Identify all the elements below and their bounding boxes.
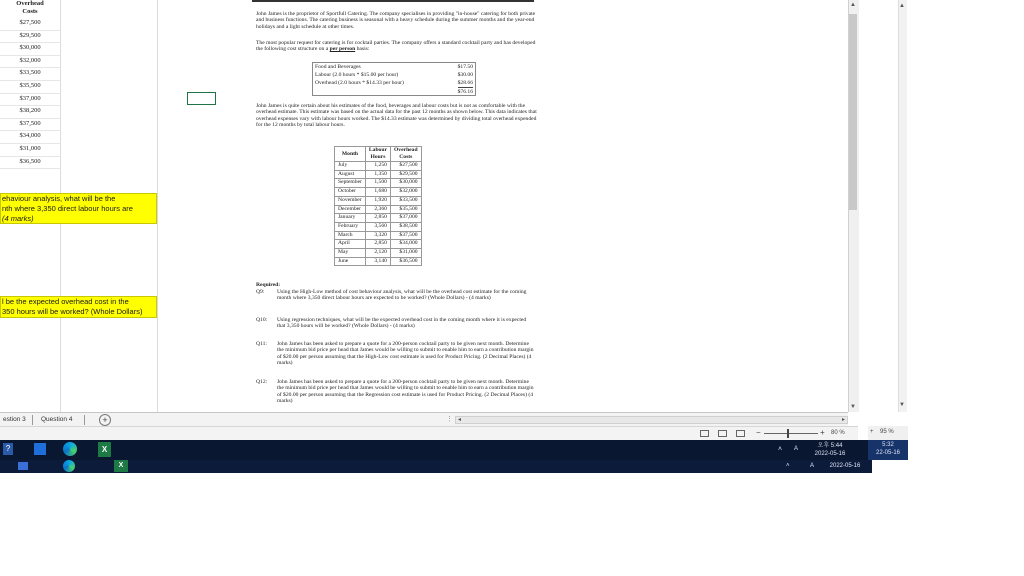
table-cell-month: December bbox=[335, 205, 366, 214]
cost-structure-box bbox=[312, 62, 476, 96]
question-text: nth where 3,350 direct labour hours are bbox=[2, 204, 133, 213]
cost-total: $76.16 bbox=[457, 89, 473, 95]
question-number: Q11: bbox=[256, 341, 267, 347]
basis-text: basis: bbox=[356, 46, 370, 53]
cost-items bbox=[313, 63, 475, 87]
table-cell-month: January bbox=[335, 214, 366, 223]
page-break-icon[interactable] bbox=[736, 430, 745, 437]
monthly-data-table bbox=[334, 146, 422, 266]
cost-total-row bbox=[313, 87, 475, 95]
clock-date-secondary: 22-05-16 bbox=[875, 450, 901, 456]
scroll-down-icon[interactable]: ▼ bbox=[899, 402, 905, 408]
table-cell-hours: 1,350 bbox=[365, 170, 390, 179]
question9-cell[interactable] bbox=[0, 193, 157, 224]
table-cell-month: July bbox=[335, 162, 366, 171]
question-text: John James has been asked to prepare a quote for a 200-person cocktail party to be given next month. Determine the minimum bid price per head that James would be willing to submit to enable him to earn a contribution margin of $20.00 per person assuming that the Regression cost estimate is used for Product Pricing. (2 Decimal Places) (4 marks) bbox=[277, 379, 534, 405]
zoom-level-secondary: 95 % bbox=[880, 429, 894, 435]
scroll-down-icon[interactable]: ▼ bbox=[850, 404, 856, 410]
question-text: ehaviour analysis, what will be the bbox=[2, 194, 116, 203]
table-cell-month: September bbox=[335, 179, 366, 188]
excel-icon[interactable]: X bbox=[98, 442, 111, 457]
secondary-status-strip bbox=[868, 426, 908, 440]
table-row bbox=[335, 196, 422, 205]
table-cell-cost: $37,500 bbox=[390, 231, 421, 240]
question-text: Using the High-Low method of cost behaviour analysis, what will be the overhead cost estimate for the coming month where 3,350 direct labour hours are expected to be worked? (Whole Dollars) - (4 marks) bbox=[277, 289, 527, 302]
question-text: 350 hours will be worked? (Whole Dollars) bbox=[2, 306, 143, 316]
question-number: Q12: bbox=[256, 379, 268, 385]
table-cell-cost: $35,500 bbox=[390, 205, 421, 214]
tab-splitter-icon[interactable]: ⋮ bbox=[446, 416, 453, 423]
media-player-icon[interactable] bbox=[34, 443, 46, 455]
horizontal-scrollbar[interactable] bbox=[455, 416, 848, 424]
table-row bbox=[335, 231, 422, 240]
table-cell-cost: $29,500 bbox=[390, 170, 421, 179]
table-row bbox=[335, 170, 422, 179]
taskbar bbox=[0, 440, 872, 460]
table-body bbox=[335, 162, 422, 266]
table-row bbox=[335, 249, 422, 258]
table-cell-month: May bbox=[335, 249, 366, 258]
table-header-row bbox=[335, 147, 422, 162]
table-cell-hours: 2,120 bbox=[365, 249, 390, 258]
table-cell-month: August bbox=[335, 170, 366, 179]
cost-item-value: $30.00 bbox=[457, 72, 473, 78]
question10-cell[interactable] bbox=[0, 296, 157, 318]
labour-hours-header bbox=[365, 147, 390, 162]
table-cell-cost: $38,500 bbox=[390, 222, 421, 231]
popular-request-text: The most popular request for catering is for cocktail parties. The company offers a standard cocktail party and has developed the following cost structure on a bbox=[256, 40, 536, 53]
clock-time[interactable]: 오후 5:44 bbox=[817, 443, 843, 449]
table-cell-month: February bbox=[335, 222, 366, 231]
table-cell-hours: 3,560 bbox=[365, 222, 390, 231]
page-layout-icon[interactable] bbox=[718, 430, 727, 437]
scroll-left-icon[interactable]: ◂ bbox=[458, 417, 462, 423]
clock-date[interactable]: 2022-05-16 bbox=[829, 463, 861, 469]
intro-paragraph: John James is the proprietor of Sportfull Catering. The company specialises in providing "in-house" catering for both private and business functions. The catering business is seasonal with a heavy schedule during the summer months and the year-end holidays and a light schedule at other times. bbox=[256, 11, 536, 30]
table-row bbox=[335, 179, 422, 188]
column-divider bbox=[157, 0, 158, 412]
cost-item-value: $28.66 bbox=[457, 80, 473, 86]
estimate-paragraph: John James is quite certain about his estimates of the food, beverages and labour costs but is not as comfortable with the overhead estimate. This estimate was based on the actual data for the past 12 months as shown below. This data indicates that overhead expenses vary with labour hours worked. The $14.33 estimate was determined by dividing total overhead expended for the 12 months by total labour hours. bbox=[256, 103, 537, 129]
question-text: Using regression techniques, what will be the expected overhead cost in the coming month where it is expected that 3,350 hours will be worked? (Whole Dollars) - (4 marks) bbox=[277, 317, 527, 330]
cost-item-label: Food and Beverages bbox=[315, 64, 361, 70]
cost-item-value: $17.50 bbox=[457, 64, 473, 70]
header-line: Overhead bbox=[393, 147, 418, 153]
question-number: Q10: bbox=[256, 317, 268, 323]
overhead-costs-header bbox=[390, 147, 421, 162]
table-cell-month: April bbox=[335, 240, 366, 249]
overhead-cost-cell[interactable]: $37,500 bbox=[0, 118, 60, 132]
table-cell-month: June bbox=[335, 257, 366, 266]
question-number: Q9: bbox=[256, 289, 265, 295]
overhead-cost-cell[interactable]: $31,000 bbox=[0, 143, 60, 157]
scroll-right-icon[interactable]: ▸ bbox=[841, 417, 845, 423]
ime-indicator[interactable]: A bbox=[810, 463, 815, 469]
table-cell-hours: 1,680 bbox=[365, 188, 390, 197]
help-icon[interactable]: ? bbox=[3, 443, 13, 455]
overhead-cost-cell[interactable]: $30,000 bbox=[0, 42, 60, 56]
header-line: Costs bbox=[399, 154, 413, 160]
required-label: Required: bbox=[256, 282, 281, 288]
table-cell-cost: $37,000 bbox=[390, 214, 421, 223]
overhead-cost-cell[interactable]: $36,500 bbox=[0, 156, 60, 170]
overhead-cost-cell[interactable]: $37,000 bbox=[0, 93, 60, 107]
question-text: l be the expected overhead cost in the bbox=[2, 297, 129, 306]
overhead-costs-header bbox=[0, 0, 60, 16]
table-row bbox=[335, 162, 422, 171]
table-cell-month: March bbox=[335, 231, 366, 240]
ime-indicator[interactable]: A bbox=[794, 446, 799, 452]
cost-item-row bbox=[313, 71, 475, 79]
zoom-in-icon[interactable]: + bbox=[820, 428, 825, 437]
secondary-scrollbar[interactable] bbox=[898, 0, 907, 412]
table-row bbox=[335, 188, 422, 197]
table-cell-month: November bbox=[335, 196, 366, 205]
table-cell-hours: 1,250 bbox=[365, 162, 390, 171]
clock-date[interactable]: 2022-05-16 bbox=[814, 451, 846, 457]
tab-question-4[interactable]: Question 4 bbox=[41, 416, 73, 423]
normal-view-icon[interactable] bbox=[700, 430, 709, 437]
table-cell-cost: $33,500 bbox=[390, 196, 421, 205]
table-cell-hours: 2,360 bbox=[365, 205, 390, 214]
question-document-image bbox=[246, 0, 546, 412]
table-cell-hours: 1,500 bbox=[365, 179, 390, 188]
cost-item-row bbox=[313, 79, 475, 87]
tab-divider bbox=[84, 415, 85, 425]
tray-chevron-icon[interactable]: ˄ bbox=[778, 446, 783, 453]
pc-icon[interactable] bbox=[18, 462, 28, 470]
overhead-cost-cell[interactable]: $38,200 bbox=[0, 105, 60, 119]
overhead-cost-cell[interactable]: $27,500 bbox=[0, 17, 60, 31]
zoom-level[interactable]: 80 % bbox=[831, 430, 845, 436]
table-cell-cost: $36,500 bbox=[390, 257, 421, 266]
question-marks: (4 marks) bbox=[2, 214, 34, 223]
cost-item-label: Labour (2.0 hours * $15.00 per hour) bbox=[315, 72, 399, 78]
header-line: Labour bbox=[368, 147, 387, 153]
popular-request-paragraph bbox=[256, 40, 541, 53]
scroll-up-icon[interactable]: ▲ bbox=[899, 3, 905, 9]
scroll-up-icon[interactable]: ▲ bbox=[850, 2, 856, 8]
table-cell-cost: $27,500 bbox=[390, 162, 421, 171]
tab-divider bbox=[32, 415, 33, 425]
excel-icon[interactable]: X bbox=[114, 460, 128, 472]
tray-chevron-icon[interactable]: ˄ bbox=[786, 463, 790, 469]
zoom-in-icon[interactable]: + bbox=[870, 429, 874, 435]
table-cell-cost: $30,000 bbox=[390, 179, 421, 188]
cost-item-label: Overhead (2.0 hours * $14.33 per hour) bbox=[315, 80, 404, 86]
overhead-cost-cell[interactable]: $32,000 bbox=[0, 55, 60, 69]
table-cell-cost: $34,000 bbox=[390, 240, 421, 249]
table-cell-cost: $32,000 bbox=[390, 188, 421, 197]
tab-question-3[interactable]: estion 3 bbox=[3, 416, 26, 423]
table-cell-hours: 1,920 bbox=[365, 196, 390, 205]
table-row bbox=[335, 214, 422, 223]
table-cell-hours: 3,140 bbox=[365, 257, 390, 266]
month-header: Month bbox=[335, 147, 366, 162]
table-row bbox=[335, 240, 422, 249]
overhead-cost-cell[interactable]: $35,500 bbox=[0, 80, 60, 94]
overhead-cost-cell[interactable]: $29,500 bbox=[0, 30, 60, 44]
table-row bbox=[335, 205, 422, 214]
header-line: Overhead bbox=[16, 0, 44, 7]
status-bar bbox=[0, 426, 858, 441]
question-text: John James has been asked to prepare a quote for a 200-person cocktail party to be given next month. Determine the minimum bid price per head that James would be willing to submit to enable him to earn a contribution margin of $20.00 per person assuming that the High-Low cost estimate is used for Product Pricing. (2 Decimal Places) (4 marks) bbox=[277, 341, 534, 367]
table-cell-hours: 3,320 bbox=[365, 231, 390, 240]
table-cell-cost: $31,000 bbox=[390, 249, 421, 258]
table-cell-hours: 2,850 bbox=[365, 214, 390, 223]
zoom-slider-thumb[interactable] bbox=[787, 429, 789, 438]
zoom-slider[interactable] bbox=[764, 433, 818, 434]
table-row bbox=[335, 257, 422, 266]
header-line: Costs bbox=[22, 8, 38, 15]
zoom-out-icon[interactable]: − bbox=[756, 428, 761, 437]
selected-cell[interactable] bbox=[187, 92, 216, 105]
header-line: Hours bbox=[370, 154, 386, 160]
edge-browser-icon[interactable] bbox=[63, 460, 75, 472]
vertical-scroll-thumb[interactable] bbox=[849, 14, 857, 210]
secondary-taskbar bbox=[868, 440, 908, 460]
add-sheet-button[interactable]: + bbox=[99, 414, 111, 426]
overhead-cost-cell[interactable]: $34,000 bbox=[0, 130, 60, 144]
document-top-rule bbox=[252, 0, 534, 2]
table-row bbox=[335, 222, 422, 231]
overhead-cost-cell[interactable]: $33,500 bbox=[0, 67, 60, 81]
edge-browser-icon[interactable] bbox=[63, 442, 77, 456]
per-person-text: per person bbox=[329, 46, 356, 53]
table-cell-month: October bbox=[335, 188, 366, 197]
clock-time-secondary: 5:32 bbox=[882, 442, 894, 448]
cost-item-row bbox=[313, 63, 475, 71]
taskbar-secondary bbox=[0, 460, 872, 473]
table-cell-hours: 2,850 bbox=[365, 240, 390, 249]
